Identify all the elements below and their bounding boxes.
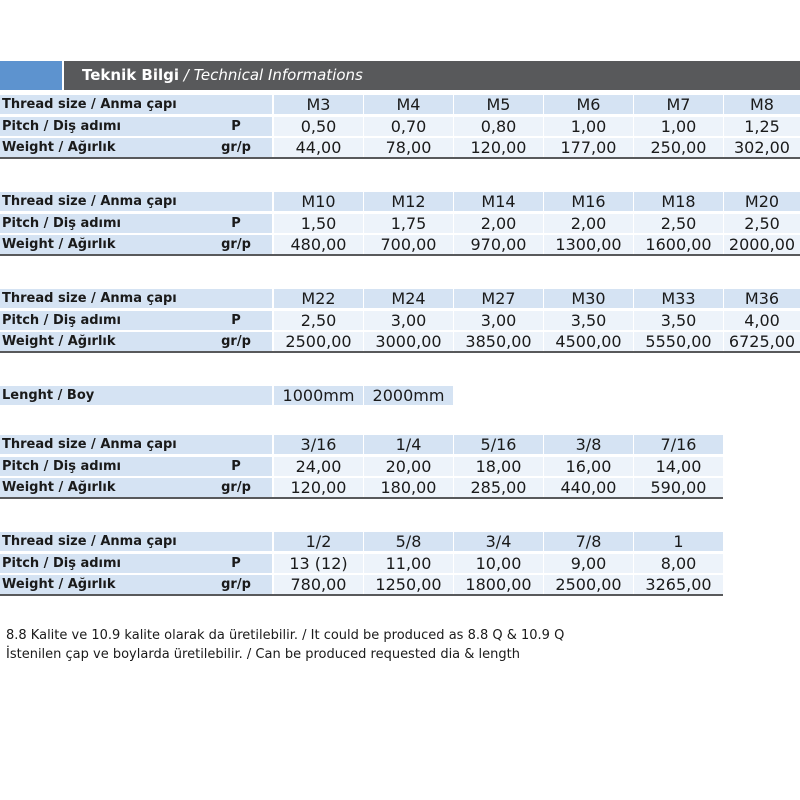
- length-value: 2000mm: [364, 386, 453, 405]
- pitch-row: [0, 554, 800, 573]
- pitch-value: 2,50: [274, 311, 363, 330]
- pitch-value: 24,00: [274, 457, 363, 476]
- weight-value: 700,00: [364, 235, 453, 254]
- thread-size-value: 1/2: [274, 532, 363, 551]
- thread-size-value: M3: [274, 95, 363, 114]
- pitch-value: 1,00: [544, 117, 633, 136]
- thread-size-value: M7: [634, 95, 723, 114]
- weight-row: [0, 138, 800, 157]
- table-bottom-rule: [0, 157, 800, 159]
- thread-size-label: Thread size / Anma çapı: [0, 435, 272, 454]
- weight-value: 1250,00: [364, 575, 453, 594]
- weight-value: 5550,00: [634, 332, 723, 351]
- pitch-label: Pitch / Diş adımı: [0, 554, 272, 573]
- weight-value: 590,00: [634, 478, 723, 497]
- pitch-value: 4,00: [724, 311, 800, 330]
- weight-value: 180,00: [364, 478, 453, 497]
- weight-unit: gr/p: [221, 237, 251, 252]
- weight-value: 177,00: [544, 138, 633, 157]
- weight-value: 302,00: [724, 138, 800, 157]
- thread-size-label: Thread size / Anma çapı: [0, 289, 272, 308]
- weight-value: 3000,00: [364, 332, 453, 351]
- length-row: [0, 386, 800, 405]
- pitch-value: 8,00: [634, 554, 723, 573]
- weight-value: 1800,00: [454, 575, 543, 594]
- pitch-unit: P: [231, 458, 241, 474]
- weight-unit: gr/p: [221, 480, 251, 495]
- weight-value: 120,00: [274, 478, 363, 497]
- weight-label: Weight / Ağırlık: [0, 235, 272, 254]
- thread-size-label: Thread size / Anma çapı: [0, 95, 272, 114]
- weight-row: [0, 332, 800, 351]
- thread-size-value: 5/8: [364, 532, 453, 551]
- weight-value: 1600,00: [634, 235, 723, 254]
- thread-size-value: 5/16: [454, 435, 543, 454]
- weight-label: Weight / Ağırlık: [0, 332, 272, 351]
- thread-size-value: M30: [544, 289, 633, 308]
- pitch-label: Pitch / Diş adımı: [0, 214, 272, 233]
- pitch-row: [0, 214, 800, 233]
- thread-size-value: 7/16: [634, 435, 723, 454]
- pitch-label: Pitch / Diş adımı: [0, 117, 272, 136]
- length-value: 1000mm: [274, 386, 363, 405]
- pitch-value: 3,50: [544, 311, 633, 330]
- thread-size-value: M24: [364, 289, 453, 308]
- weight-value: 44,00: [274, 138, 363, 157]
- weight-label: Weight / Ağırlık: [0, 478, 272, 497]
- weight-row: [0, 235, 800, 254]
- pitch-value: 1,00: [634, 117, 723, 136]
- table-bottom-rule: [0, 351, 800, 353]
- note-quality: 8.8 Kalite ve 10.9 kalite olarak da üretilebilir. / It could be produced as 8.8 Q & 10.9 Q: [6, 628, 565, 643]
- weight-value: 780,00: [274, 575, 363, 594]
- weight-unit: gr/p: [221, 577, 251, 592]
- pitch-value: 18,00: [454, 457, 543, 476]
- weight-value: 2500,00: [544, 575, 633, 594]
- section-title-tr: Teknik Bilgi: [82, 66, 180, 84]
- pitch-unit: P: [231, 312, 241, 328]
- pitch-label: Pitch / Diş adımı: [0, 311, 272, 330]
- pitch-unit: P: [231, 118, 241, 134]
- thread-size-value: M10: [274, 192, 363, 211]
- thread-size-label: Thread size / Anma çapı: [0, 192, 272, 211]
- pitch-value: 2,00: [454, 214, 543, 233]
- section-title-separator: /: [179, 66, 194, 84]
- pitch-row: [0, 117, 800, 136]
- thread-size-value: M5: [454, 95, 543, 114]
- thread-size-value: M33: [634, 289, 723, 308]
- thread-size-row: [0, 192, 800, 211]
- thread-size-row: [0, 95, 800, 114]
- thread-size-value: M36: [724, 289, 800, 308]
- weight-value: 120,00: [454, 138, 543, 157]
- thread-size-value: M27: [454, 289, 543, 308]
- weight-label: Weight / Ağırlık: [0, 575, 272, 594]
- weight-unit: gr/p: [221, 140, 251, 155]
- thread-size-value: M22: [274, 289, 363, 308]
- thread-size-value: M18: [634, 192, 723, 211]
- weight-unit: gr/p: [221, 334, 251, 349]
- pitch-row: [0, 311, 800, 330]
- pitch-value: 2,50: [634, 214, 723, 233]
- weight-value: 970,00: [454, 235, 543, 254]
- length-label: Lenght / Boy: [0, 386, 272, 405]
- pitch-value: 3,00: [454, 311, 543, 330]
- weight-value: 3850,00: [454, 332, 543, 351]
- table-bottom-rule: [0, 254, 800, 256]
- pitch-value: 10,00: [454, 554, 543, 573]
- pitch-value: 3,00: [364, 311, 453, 330]
- thread-size-value: 7/8: [544, 532, 633, 551]
- weight-label: Weight / Ağırlık: [0, 138, 272, 157]
- thread-size-row: [0, 532, 800, 551]
- section-title-en: Technical Informations: [193, 66, 363, 84]
- pitch-value: 0,70: [364, 117, 453, 136]
- section-header: [0, 61, 800, 90]
- thread-size-value: M14: [454, 192, 543, 211]
- weight-value: 480,00: [274, 235, 363, 254]
- thread-size-value: M12: [364, 192, 453, 211]
- thread-size-value: 3/8: [544, 435, 633, 454]
- pitch-unit: P: [231, 555, 241, 571]
- header-accent-block: [0, 61, 64, 90]
- thread-size-label: Thread size / Anma çapı: [0, 532, 272, 551]
- thread-size-row: [0, 435, 800, 454]
- weight-value: 78,00: [364, 138, 453, 157]
- pitch-value: 2,50: [724, 214, 800, 233]
- thread-size-row: [0, 289, 800, 308]
- thread-size-value: 3/4: [454, 532, 543, 551]
- thread-size-value: M16: [544, 192, 633, 211]
- thread-size-value: M8: [724, 95, 800, 114]
- weight-value: 6725,00: [724, 332, 800, 351]
- pitch-value: 0,80: [454, 117, 543, 136]
- table-bottom-rule: [0, 594, 723, 596]
- weight-value: 1300,00: [544, 235, 633, 254]
- pitch-unit: P: [231, 215, 241, 231]
- pitch-value: 11,00: [364, 554, 453, 573]
- note-custom-size: İstenilen çap ve boylarda üretilebilir. / Can be produced requested dia & length: [6, 647, 520, 662]
- pitch-value: 1,25: [724, 117, 800, 136]
- weight-value: 4500,00: [544, 332, 633, 351]
- section-title: [82, 61, 363, 90]
- table-bottom-rule: [0, 497, 723, 499]
- weight-value: 440,00: [544, 478, 633, 497]
- weight-value: 285,00: [454, 478, 543, 497]
- pitch-value: 16,00: [544, 457, 633, 476]
- pitch-value: 1,50: [274, 214, 363, 233]
- pitch-value: 13 (12): [274, 554, 363, 573]
- thread-size-value: 1/4: [364, 435, 453, 454]
- thread-size-value: 1: [634, 532, 723, 551]
- weight-value: 3265,00: [634, 575, 723, 594]
- pitch-value: 14,00: [634, 457, 723, 476]
- pitch-value: 9,00: [544, 554, 633, 573]
- thread-size-value: 3/16: [274, 435, 363, 454]
- pitch-value: 0,50: [274, 117, 363, 136]
- weight-value: 2500,00: [274, 332, 363, 351]
- pitch-label: Pitch / Diş adımı: [0, 457, 272, 476]
- pitch-row: [0, 457, 800, 476]
- weight-value: 2000,00: [724, 235, 800, 254]
- thread-size-value: M20: [724, 192, 800, 211]
- thread-size-value: M6: [544, 95, 633, 114]
- weight-row: [0, 478, 800, 497]
- weight-row: [0, 575, 800, 594]
- pitch-value: 2,00: [544, 214, 633, 233]
- production-notes: [6, 626, 564, 664]
- pitch-value: 1,75: [364, 214, 453, 233]
- pitch-value: 3,50: [634, 311, 723, 330]
- pitch-value: 20,00: [364, 457, 453, 476]
- weight-value: 250,00: [634, 138, 723, 157]
- thread-size-value: M4: [364, 95, 453, 114]
